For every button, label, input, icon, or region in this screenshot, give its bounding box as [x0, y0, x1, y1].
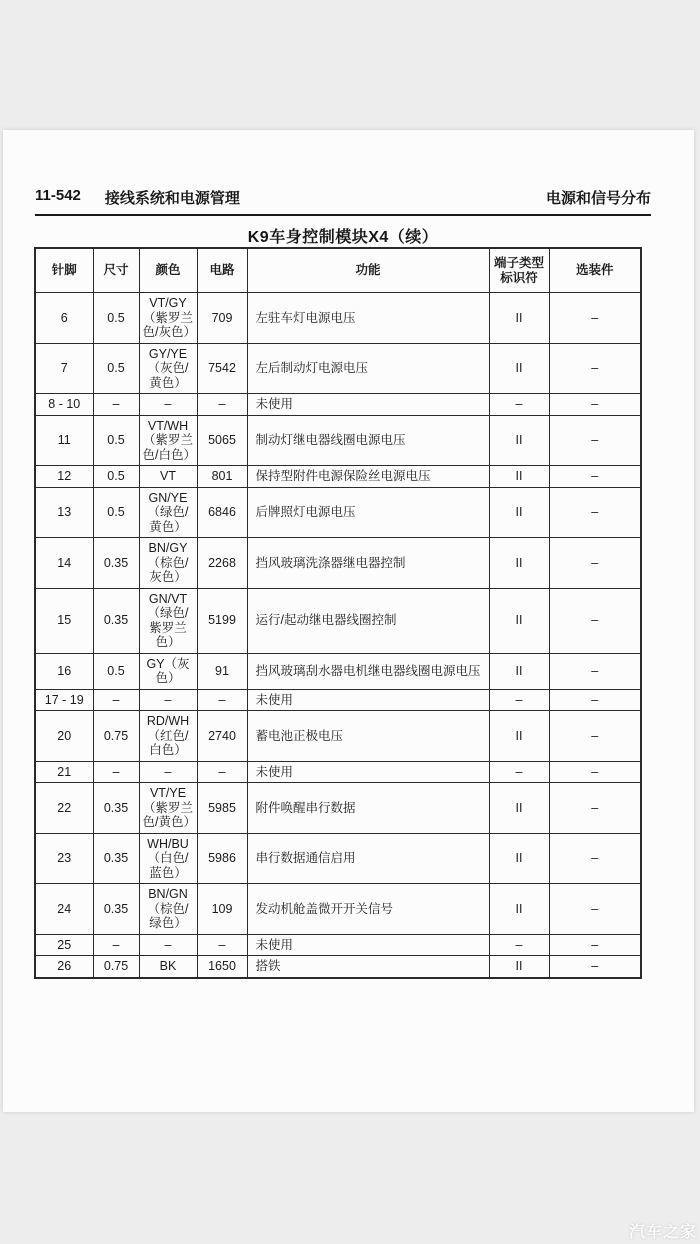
table-row [35, 711, 641, 762]
table-row [35, 653, 641, 689]
table-cell-opt: – [549, 689, 641, 711]
page-header [35, 187, 651, 208]
table-cell-opt: – [549, 487, 641, 538]
table-cell-term: II [489, 415, 549, 466]
table-cell-opt: – [549, 934, 641, 956]
table-cell-func: 未使用 [247, 394, 489, 416]
table-cell-func: 串行数据通信启用 [247, 833, 489, 884]
table-cell-circuit: 6846 [197, 487, 247, 538]
table-cell-size: 0.5 [93, 415, 139, 466]
table-cell-func: 运行/起动继电器线圈控制 [247, 588, 489, 653]
table-cell-opt: – [549, 466, 641, 488]
table-cell-pin: 14 [35, 538, 93, 589]
table-cell-size: 0.75 [93, 956, 139, 978]
table-cell-opt: – [549, 343, 641, 394]
table-cell-func: 挡风玻璃刮水器电机继电器线圈电源电压 [247, 653, 489, 689]
table-cell-size: 0.5 [93, 487, 139, 538]
table-cell-circuit: – [197, 394, 247, 416]
table-cell-pin: 22 [35, 783, 93, 834]
table-cell-term: II [489, 487, 549, 538]
table-cell-opt: – [549, 415, 641, 466]
column-header-circuit: 电路 [197, 248, 247, 293]
table-cell-circuit: – [197, 689, 247, 711]
table-cell-opt: – [549, 884, 641, 935]
table-row [35, 783, 641, 834]
table-cell-size: – [93, 394, 139, 416]
table-cell-opt: – [549, 783, 641, 834]
pinout-table [34, 247, 642, 979]
table-cell-opt: – [549, 293, 641, 344]
table-cell-pin: 26 [35, 956, 93, 978]
table-cell-term: II [489, 538, 549, 589]
table-cell-opt: – [549, 833, 641, 884]
table-row [35, 956, 641, 978]
table-cell-term: – [489, 394, 549, 416]
table-cell-color: RD/WH（红色/白色） [139, 711, 197, 762]
table-cell-size: 0.5 [93, 653, 139, 689]
table-row [35, 833, 641, 884]
table-cell-term: II [489, 466, 549, 488]
table-row [35, 415, 641, 466]
table-cell-term: – [489, 761, 549, 783]
table-cell-term: – [489, 934, 549, 956]
table-cell-circuit: 5199 [197, 588, 247, 653]
table-row [35, 293, 641, 344]
table-row [35, 394, 641, 416]
table-cell-color: BN/GY（棕色/灰色） [139, 538, 197, 589]
table-cell-func: 未使用 [247, 934, 489, 956]
table-cell-term: II [489, 833, 549, 884]
table-cell-size: 0.35 [93, 783, 139, 834]
table-cell-term: II [489, 711, 549, 762]
table-row [35, 538, 641, 589]
table-cell-size: – [93, 761, 139, 783]
table-cell-opt: – [549, 538, 641, 589]
table-row [35, 466, 641, 488]
table-cell-size: 0.35 [93, 833, 139, 884]
section-title: 电源和信号分布 [545, 190, 651, 207]
table-cell-func: 蓄电池正极电压 [247, 711, 489, 762]
table-cell-pin: 7 [35, 343, 93, 394]
table-cell-color: VT/WH（紫罗兰色/白色） [139, 415, 197, 466]
table-cell-pin: 8 - 10 [35, 394, 93, 416]
table-title: K9车身控制模块X4（续） [247, 229, 439, 246]
table-cell-color: VT [139, 466, 197, 488]
table-cell-term: II [489, 588, 549, 653]
table-cell-circuit: 2740 [197, 711, 247, 762]
table-cell-circuit: 801 [197, 466, 247, 488]
table-cell-size: – [93, 689, 139, 711]
table-cell-func: 发动机舱盖微开开关信号 [247, 884, 489, 935]
table-cell-circuit: 709 [197, 293, 247, 344]
table-cell-pin: 23 [35, 833, 93, 884]
column-header-opt: 选装件 [549, 248, 641, 293]
table-cell-size: 0.35 [93, 538, 139, 589]
column-header-color: 颜色 [139, 248, 197, 293]
table-cell-pin: 15 [35, 588, 93, 653]
table-cell-size: 0.35 [93, 588, 139, 653]
table-cell-color: WH/BU（白色/蓝色） [139, 833, 197, 884]
table-cell-color: – [139, 934, 197, 956]
table-cell-pin: 12 [35, 466, 93, 488]
table-cell-circuit: 91 [197, 653, 247, 689]
table-cell-circuit: – [197, 934, 247, 956]
table-cell-func: 保持型附件电源保险丝电源电压 [247, 466, 489, 488]
table-cell-circuit: 5065 [197, 415, 247, 466]
table-cell-pin: 24 [35, 884, 93, 935]
table-cell-pin: 11 [35, 415, 93, 466]
table-cell-circuit: 2268 [197, 538, 247, 589]
table-cell-term: II [489, 783, 549, 834]
table-cell-term: II [489, 293, 549, 344]
table-cell-circuit: 7542 [197, 343, 247, 394]
table-cell-opt: – [549, 956, 641, 978]
table-cell-color: – [139, 761, 197, 783]
table-cell-color: GN/YE（绿色/黄色） [139, 487, 197, 538]
table-cell-pin: 16 [35, 653, 93, 689]
table-cell-circuit: 109 [197, 884, 247, 935]
table-cell-pin: 17 - 19 [35, 689, 93, 711]
table-cell-size: – [93, 934, 139, 956]
table-row [35, 934, 641, 956]
table-cell-color: – [139, 394, 197, 416]
table-cell-size: 0.75 [93, 711, 139, 762]
watermark: 汽车之家 [628, 1224, 697, 1241]
table-cell-pin: 25 [35, 934, 93, 956]
table-row [35, 343, 641, 394]
table-cell-color: – [139, 689, 197, 711]
header-rule [35, 214, 651, 216]
table-cell-func: 挡风玻璃洗涤器继电器控制 [247, 538, 489, 589]
table-cell-color: VT/YE（紫罗兰色/黄色） [139, 783, 197, 834]
table-cell-term: II [489, 653, 549, 689]
table-cell-size: 0.5 [93, 343, 139, 394]
table-cell-pin: 13 [35, 487, 93, 538]
table-cell-opt: – [549, 394, 641, 416]
table-cell-term: II [489, 343, 549, 394]
table-cell-color: VT/GY（紫罗兰色/灰色） [139, 293, 197, 344]
table-cell-func: 附件唤醒串行数据 [247, 783, 489, 834]
table-body [35, 293, 641, 978]
table-cell-circuit: 1650 [197, 956, 247, 978]
table-header-row [35, 248, 641, 293]
column-header-term: 端子类型标识符 [489, 248, 549, 293]
table-cell-pin: 21 [35, 761, 93, 783]
table-row [35, 689, 641, 711]
table-cell-term: II [489, 884, 549, 935]
table-cell-color: GY/YE（灰色/黄色） [139, 343, 197, 394]
page-number: 11-542 [35, 187, 81, 204]
table-cell-opt: – [549, 653, 641, 689]
manual-page [3, 130, 694, 1112]
column-header-func: 功能 [247, 248, 489, 293]
table-row [35, 884, 641, 935]
table-cell-func: 搭铁 [247, 956, 489, 978]
table-cell-term: – [489, 689, 549, 711]
table-cell-term: II [489, 956, 549, 978]
table-row [35, 588, 641, 653]
table-row [35, 761, 641, 783]
table-cell-func: 左后制动灯电源电压 [247, 343, 489, 394]
table-cell-func: 后牌照灯电源电压 [247, 487, 489, 538]
table-cell-func: 未使用 [247, 689, 489, 711]
table-cell-opt: – [549, 711, 641, 762]
page-header-left [35, 187, 240, 208]
table-cell-size: 0.5 [93, 466, 139, 488]
column-header-pin: 针脚 [35, 248, 93, 293]
table-cell-circuit: 5985 [197, 783, 247, 834]
table-cell-color: GN/VT（绿色/紫罗兰色） [139, 588, 197, 653]
table-cell-size: 0.35 [93, 884, 139, 935]
table-cell-opt: – [549, 761, 641, 783]
column-header-size: 尺寸 [93, 248, 139, 293]
table-cell-circuit: – [197, 761, 247, 783]
table-cell-color: BK [139, 956, 197, 978]
table-cell-func: 制动灯继电器线圈电源电压 [247, 415, 489, 466]
table-row [35, 487, 641, 538]
table-cell-func: 未使用 [247, 761, 489, 783]
table-cell-color: GY（灰色） [139, 653, 197, 689]
table-cell-pin: 20 [35, 711, 93, 762]
table-cell-func: 左驻车灯电源电压 [247, 293, 489, 344]
chapter-title: 接线系统和电源管理 [104, 190, 240, 207]
table-cell-color: BN/GN（棕色/绿色） [139, 884, 197, 935]
table-cell-pin: 6 [35, 293, 93, 344]
table-cell-circuit: 5986 [197, 833, 247, 884]
table-cell-opt: – [549, 588, 641, 653]
table-cell-size: 0.5 [93, 293, 139, 344]
